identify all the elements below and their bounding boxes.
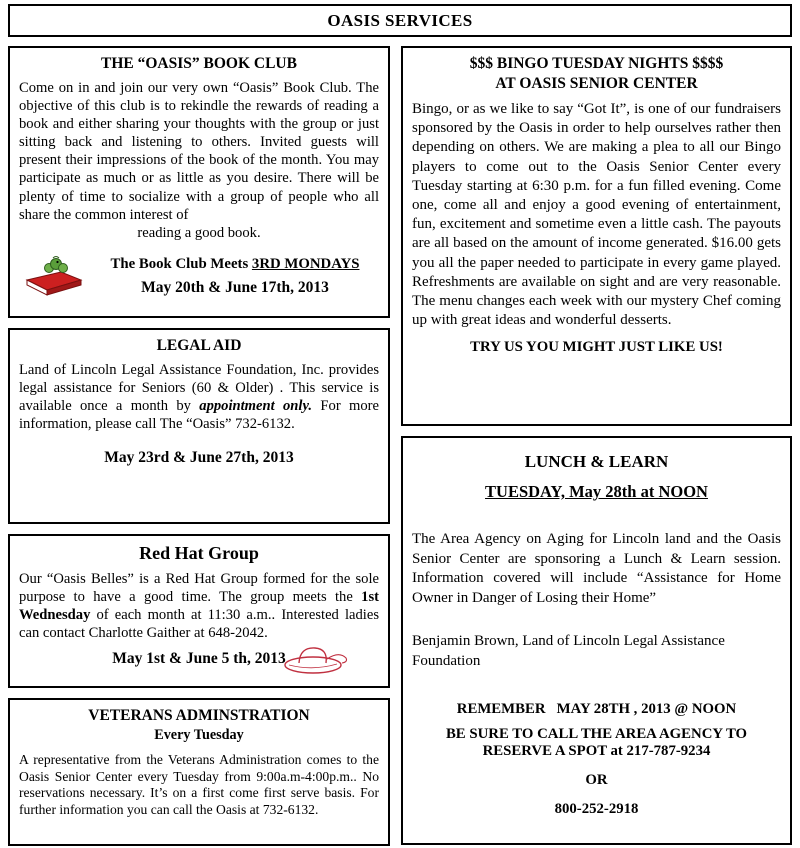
legal-aid-emphasis: appointment only. [199, 398, 313, 415]
lunch-learn-call-instruction: BE SURE TO CALL THE AREA AGENCY TO RESERVE A SPOT at 217-787-9234 [445, 726, 748, 759]
left-column [8, 46, 390, 846]
red-hat-title: Red Hat Group [139, 543, 259, 563]
lunch-learn-subtitle: TUESDAY, May 28th at NOON [485, 482, 708, 501]
book-club-meets-days: 3RD MONDAYS [251, 255, 360, 272]
lunch-learn-body: The Area Agency on Aging for Lincoln land and the Oasis Senior Center are sponsoring a Lunch & Learn session. Information covered will include “Assistance for Home Owner in Danger of Losing their Home” [412, 531, 781, 606]
lunch-learn-or: OR [585, 772, 608, 788]
page-title: OASIS SERVICES [327, 11, 473, 30]
lunch-learn-title: LUNCH & LEARN [524, 452, 669, 471]
book-club-meets-line [91, 256, 379, 273]
right-column [401, 46, 792, 846]
red-hat-icon [279, 638, 351, 685]
book-club-section [8, 46, 390, 318]
red-hat-body-part2: of each month at 11:30 a.m.. Interested ladies can contact Charlotte Gaither at 648-2042. [19, 607, 379, 642]
bookworm-icon [19, 250, 91, 303]
book-club-schedule [91, 256, 379, 297]
lunch-learn-section [401, 436, 792, 845]
veterans-body: A representative from the Veterans Administration comes to the Oasis Senior Center every Tuesday from 9:00a.m-4:00p.m.. No reservations necessary. It’s on a first come first serve basis. For further information you can call the Oasis at 732-6132. [19, 752, 379, 817]
book-club-title: THE “OASIS” BOOK CLUB [101, 55, 297, 72]
bingo-title-line2: AT OASIS SENIOR CENTER [495, 75, 698, 92]
bingo-section [401, 46, 792, 426]
veterans-section [8, 698, 390, 846]
lunch-learn-remember: REMEMBER MAY 28TH , 2013 @ NOON [456, 701, 737, 717]
legal-aid-title: LEGAL AID [156, 337, 242, 354]
page-header [8, 4, 792, 37]
book-club-footer [19, 250, 379, 303]
legal-aid-body [19, 361, 379, 433]
red-hat-section [8, 534, 390, 688]
bingo-body: Bingo, or as we like to say “Got It”, is one of our fundraisers sponsored by the Oasis in order to help ourselves rather then depending on others. We are making a plea to all our Bingo players to come out to the Oasis Senior Center every Tuesday starting at 6:30 p.m. for a fun filled evening. Come one, come all and enjoy a good evening of entertainment, fun, excitement and sometime even a little cash. The payouts are all based on the amount of income generated. $16.00 gets you all the paper needed to participate in every game played. Refreshments are available on sight and are very reasonable. The menu changes each week with our mystery Chef coming up with great ideas and wonderful desserts. [412, 101, 781, 329]
veterans-subtitle: Every Tuesday [154, 727, 244, 743]
lunch-learn-speaker: Benjamin Brown, Land of Lincoln Legal Assistance Foundation [412, 633, 725, 669]
lunch-learn-phone: 800-252-2918 [554, 801, 639, 817]
legal-aid-dates: May 23rd & June 27th, 2013 [104, 449, 294, 467]
red-hat-dates: May 1st & June 5 th, 2013 [112, 650, 286, 668]
bingo-title-line1: $$$ BINGO TUESDAY NIGHTS $$$$ [469, 55, 724, 72]
legal-aid-body-part2: For more information, please call The “Oasis” 732-6132. [19, 398, 380, 433]
book-club-dates: May 20th & June 17th, 2013 [141, 278, 329, 296]
veterans-title: VETERANS ADMINSTRATION [88, 707, 310, 724]
book-club-body-tail: reading a good book. [137, 224, 261, 241]
legal-aid-section [8, 328, 390, 524]
legal-aid-body-part1: Land of Lincoln Legal Assistance Foundation, Inc. provides legal assistance for Seniors (60 & Older) . This service is available once a month by [19, 362, 379, 415]
bingo-footer: TRY US YOU MIGHT JUST LIKE US! [470, 339, 723, 356]
red-hat-dates-row [19, 650, 379, 668]
red-hat-body-bold: 1st Wednesday [19, 589, 379, 624]
book-club-body: Come on in and join our very own “Oasis” Book Club. The objective of this club is to rekindle the rewards of reading a book and either sharing your thoughts with the group or just sitting back and listening to others. Invited guests will present their impressions of the book of the month. You may participate as much or as little as you desire. There will be plenty of time to socialize with a group of people who all share the common interest of [19, 80, 379, 223]
book-club-meets-prefix: The Book Club Meets [110, 255, 252, 272]
two-column-layout [8, 46, 792, 846]
red-hat-body-part1: Our “Oasis Belles” is a Red Hat Group formed for the sole purpose to have a good time. The group meets the [19, 571, 379, 606]
red-hat-body [19, 570, 379, 642]
